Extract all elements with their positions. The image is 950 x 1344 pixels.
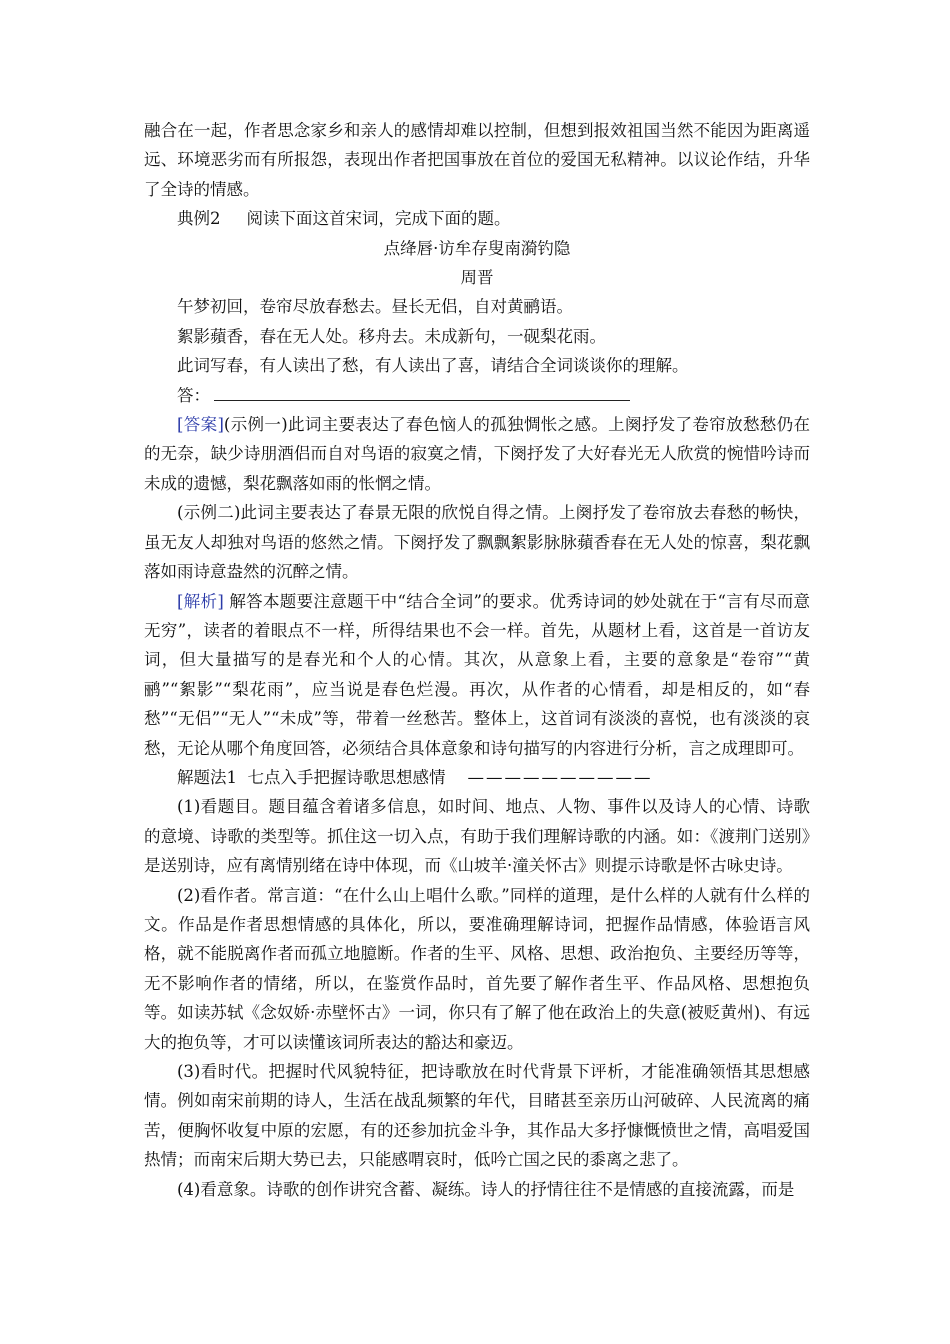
method-title: 七点入手把握诗歌思想感情 [247,767,446,787]
method-heading [144,763,810,792]
method-point-2: (2)看作者。常言道：“在什么山上唱什么歌。”同样的道理，是什么样的人就有什么样的文。作品是作者思想情感的具体化，所以，要准确理解诗词，把握作品情感，体验语言风格，就不能脱离作者而孤立地臆断。作者的生平、风格、思想、政治抱负、主要经历等等，无不影响作者的情绪，所以，在鉴赏作品时，首先要了解作者生平、作品风格、思想抱负等。如读苏轼《念奴娇·赤壁怀古》一词，你只有了解了他在政治上的失意(被贬黄州)、有远大的抱负等，才可以读懂该词所表达的豁达和豪迈。 [144,885,810,1052]
document-page [144,116,810,1204]
answer-tag: [答案] [177,415,224,435]
method-dashes: —————————— [467,767,653,787]
poem-author: 周晋 [460,268,494,288]
poem-line-1: 午梦初回，卷帘尽放春愁去。昼长无侣，自对黄鹂语。 [177,297,573,317]
answer-line [144,381,810,410]
answer-example-1-text: (示例一)此词主要表达了春色恼人的孤独惆怅之感。上阕抒发了卷帘放愁愁仍在的无奈，缺少诗朋酒侣而自对鸟语的寂寞之情，下阕抒发了大好春光无人欣赏的惋惜吟诗而未成的遗憾，梨花飘落如雨的怅惘之情。 [144,415,811,493]
answer-prefix: 答： [177,385,210,405]
poem-title: 点绛唇·访牟存叟南漪钓隐 [383,238,571,258]
example-instruction: 阅读下面这首宋词，完成下面的题。 [246,209,511,229]
answer-example-1 [144,410,810,498]
question-text: 此词写春，有人读出了愁，有人读出了喜，请结合全词谈谈你的理解。 [177,356,689,376]
poem-line-2: 絮影蘋香，春在无人处。移舟去。未成新句，一砚梨花雨。 [177,326,606,346]
intro-paragraph: 融合在一起，作者思念家乡和亲人的感情却难以控制，但想到报效祖国当然不能因为距离遥远、环境恶劣而有所报怨，表现出作者把国事放在首位的爱国无私精神。以议论作结，升华了全诗的情感。 [144,121,810,199]
analysis-tag: [解析] [177,591,224,611]
answer-example-2: (示例二)此词主要表达了春景无限的欣悦自得之情。上阕抒发了卷帘放去春愁的畅快，虽无友人却独对鸟语的悠然之情。下阕抒发了飘飘絮影脉脉蘋香春在无人处的惊喜，梨花飘落如雨诗意盎然的沉醉之情。 [144,503,810,582]
analysis-paragraph [144,587,810,763]
method-label: 解题法1 [177,767,237,787]
method-point-3: (3)看时代。把握时代风貌特征，把诗歌放在时代背景下评析，才能准确领悟其思想感情。例如南宋前期的诗人，生活在战乱频繁的年代，目睹甚至亲历山河破碎、人民流离的痛苦，便胸怀收复中原的宏愿，有的还参加抗金斗争，其作品大多抒慷慨愤世之情，高唱爱国热情；而南宋后期大势已去，只能感喟哀时，低吟亡国之民的黍离之悲了。 [144,1062,810,1170]
answer-blank[interactable] [214,384,630,401]
method-point-4: (4)看意象。诗歌的创作讲究含蓄、凝练。诗人的抒情往往不是情感的直接流露，而是 [177,1179,795,1199]
method-point-1: (1)看题目。题目蕴含着诸多信息，如时间、地点、人物、事件以及诗人的心情、诗歌的意境、诗歌的类型等。抓住这一切入点，有助于我们理解诗歌的内涵。如：《渡荆门送别》是送别诗，应有离情别绪在诗中体现，而《山坡羊·潼关怀古》则提示诗歌是怀古咏史诗。 [144,797,810,876]
example-label: 典例2 [177,209,221,229]
example-heading [144,204,810,233]
analysis-text: 解答本题要注意题干中“结合全词”的要求。优秀诗词的妙处就在于“言有尽而意无穷”，读者的着眼点不一样，所得结果也不会一样。首先，从题材上看，这首是一首访友词，但大量描写的是春光和个人的心情。其次，从意象上看，主要的意象是“卷帘”“黄鹂”“絮影”“梨花雨”，应当说是春色烂漫。再次，从作者的心情看，却是相反的，如“春愁”“无侣”“无人”“未成”等，带着一丝愁苦。整体上，这首词有淡淡的喜悦，也有淡淡的哀愁，无论从哪个角度回答，必须结合具体意象和诗句描写的内容进行分析，言之成理即可。 [144,591,811,758]
